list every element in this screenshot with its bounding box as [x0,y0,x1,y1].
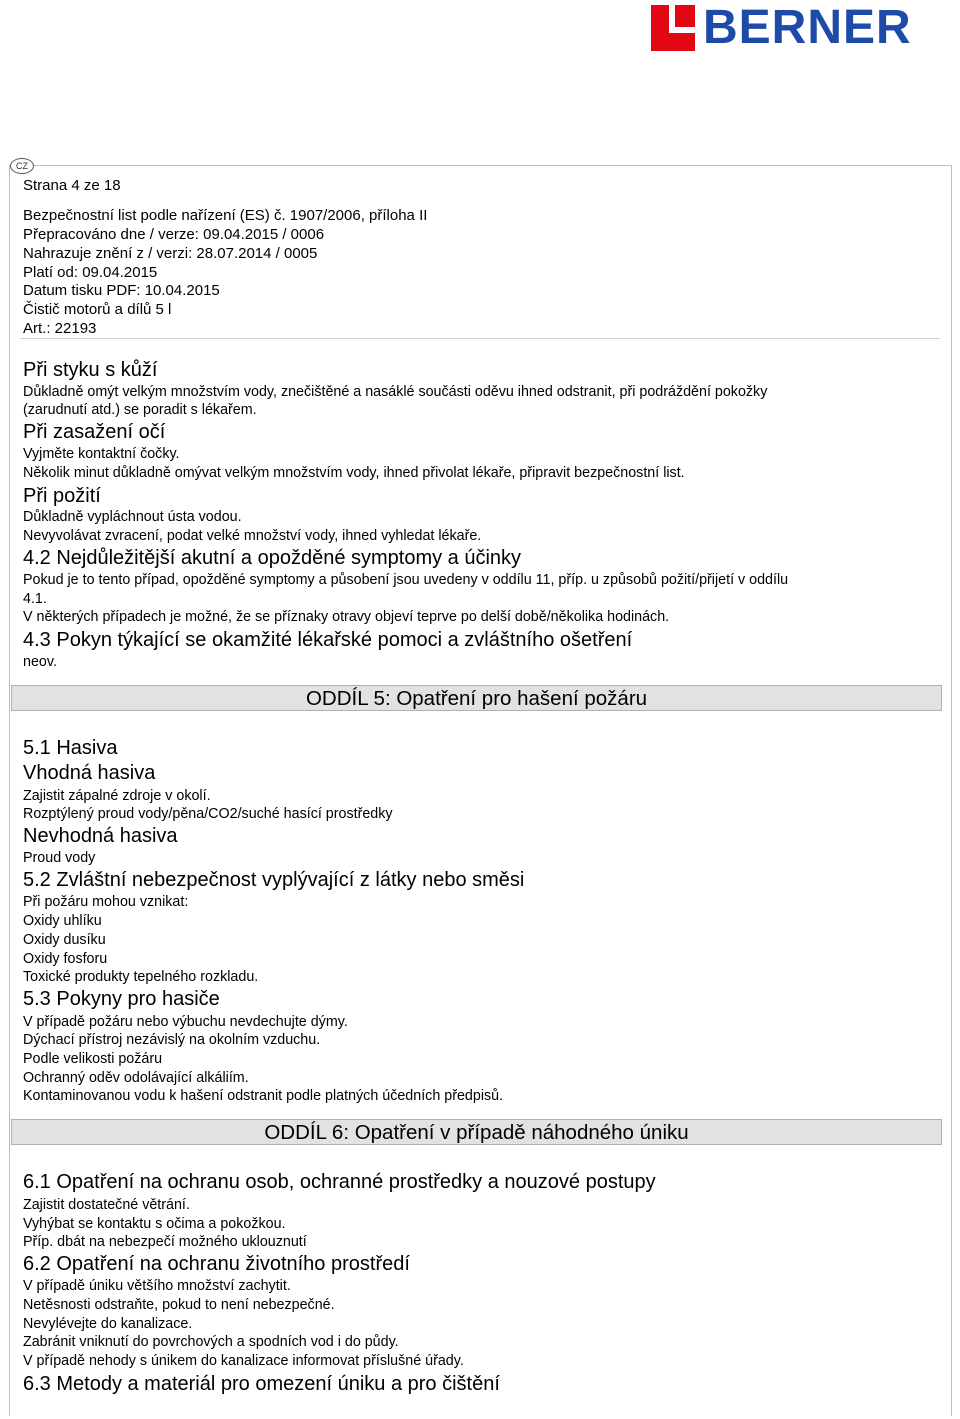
subsection-title: 5.1 Hasiva [23,737,118,759]
section-6-bar: ODDÍL 6: Opatření v případě náhodného úniku [11,1119,942,1145]
eye-contact-title: Při zasažení očí [23,421,166,443]
paragraph-line: Oxidy fosforu [23,951,108,967]
skin-contact-title: Při styku s kůží [23,359,158,381]
subsection-title: 5.3 Pokyny pro hasiče [23,988,220,1010]
paragraph-line: Oxidy uhlíku [23,913,102,929]
paragraph-line: Zajistit zápalné zdroje v okolí. [23,788,211,804]
paragraph-line: 4.1. [23,591,47,607]
paragraph-line: Podle velikosti požáru [23,1051,163,1067]
paragraph-line: Kontaminovanou vodu k hašení odstranit podle platných účedních předpisů. [23,1088,504,1104]
paragraph-line: V případě nehody s únikem do kanalizace informovat příslušné úřady. [23,1353,464,1369]
unsuitable-agents-title: Nevhodná hasiva [23,825,178,847]
paragraph-line: Ochranný oděv odolávající alkáliím. [23,1070,249,1086]
subsection-title: 4.3 Pokyn týkající se okamžité lékařské pomoci a zvláštního ošetření [23,629,633,651]
header-divider [20,338,940,339]
paragraph-line: Nevyvolávat zvracení, podat velké množství vody, ihned vyhledat lékaře. [23,528,482,544]
paragraph-line: Zabránit vniknutí do povrchových a spodních vod i do půdy. [23,1334,399,1350]
paragraph-line: V případě požáru nebo výbuchu nevdechujte dýmy. [23,1014,348,1030]
ingestion-title: Při požití [23,485,101,507]
subsection-title: 5.2 Zvláštní nebezpečnost vyplývající z látky nebo směsi [23,869,525,891]
paragraph-line: Toxické produkty tepelného rozkladu. [23,969,259,985]
paragraph-line: Příp. dbát na nebezpečí možného uklouznutí [23,1234,307,1250]
regulation-line: Bezpečnostní list podle nařízení (ES) č. 1907/2006, příloha II [23,207,428,224]
paragraph-line: Nevylévejte do kanalizace. [23,1316,193,1332]
product-name: Čistič motorů a dílů 5 l [23,301,172,318]
paragraph-line: Vyjměte kontaktní čočky. [23,446,180,462]
paragraph-line: Důkladně vypláchnout ústa vodou. [23,509,242,525]
paragraph-line: Několik minut důkladně omývat velkým množstvím vody, ihned přivolat lékaře, připravit bezpečnostní list. [23,465,685,481]
valid-from-line: Platí od: 09.04.2015 [23,264,158,281]
paragraph-line: V některých případech je možné, že se příznaky otravy objeví teprve po delší době/několika hodinách. [23,609,670,625]
berner-logo-text: BERNER [703,1,912,54]
subsection-title: 4.2 Nejdůležitější akutní a opožděné symptomy a účinky [23,547,522,569]
subsection-title: 6.1 Opatření na ochranu osob, ochranné prostředky a nouzové postupy [23,1171,656,1193]
paragraph-line: Rozptýlený proud vody/pěna/CO2/suché hasící prostředky [23,806,393,822]
pdf-date-line: Datum tisku PDF: 10.04.2015 [23,282,220,299]
article-number: Art.: 22193 [23,320,97,337]
subsection-title: 6.3 Metody a materiál pro omezení úniku a pro čištění [23,1373,500,1395]
section-5-bar: ODDÍL 5: Opatření pro hašení požáru [11,685,942,711]
subsection-title: 6.2 Opatření na ochranu životního prostředí [23,1253,410,1275]
berner-logo [651,1,956,54]
paragraph-line: Pokud je to tento případ, opožděné symptomy a působení jsou uvedeny v oddílu 11, příp. u způsobů požití/přijetí v oddílu [23,572,789,588]
revised-line: Přepracováno dne / verze: 09.04.2015 / 0006 [23,226,325,243]
paragraph-line: Dýchací přístroj nezávislý na okolním vzduchu. [23,1032,321,1048]
page-number: Strana 4 ze 18 [23,177,121,194]
paragraph-line: Důkladně omýt velkým množstvím vody, znečištěné a nasáklé součásti oděvu ihned odstranit, při podráždění pokožky [23,384,768,400]
suitable-agents-title: Vhodná hasiva [23,762,156,784]
paragraph-line: Oxidy dusíku [23,932,106,948]
paragraph-line: Proud vody [23,850,96,866]
replaces-line: Nahrazuje znění z / verzi: 28.07.2014 / 0005 [23,245,318,262]
paragraph-line: Zajistit dostatečné větrání. [23,1197,190,1213]
country-badge: CZ [10,158,34,174]
paragraph-line: (zarudnutí atd.) se poradit s lékařem. [23,402,257,418]
paragraph-line: V případě úniku většího množství zachytit. [23,1278,291,1294]
paragraph-line: Při požáru mohou vznikat: [23,894,189,910]
berner-logo-icon [651,5,695,51]
paragraph-line: Vyhýbat se kontaktu s očima a pokožkou. [23,1216,286,1232]
paragraph-line: neov. [23,654,57,670]
paragraph-line: Netěsnosti odstraňte, pokud to není nebezpečné. [23,1297,335,1313]
